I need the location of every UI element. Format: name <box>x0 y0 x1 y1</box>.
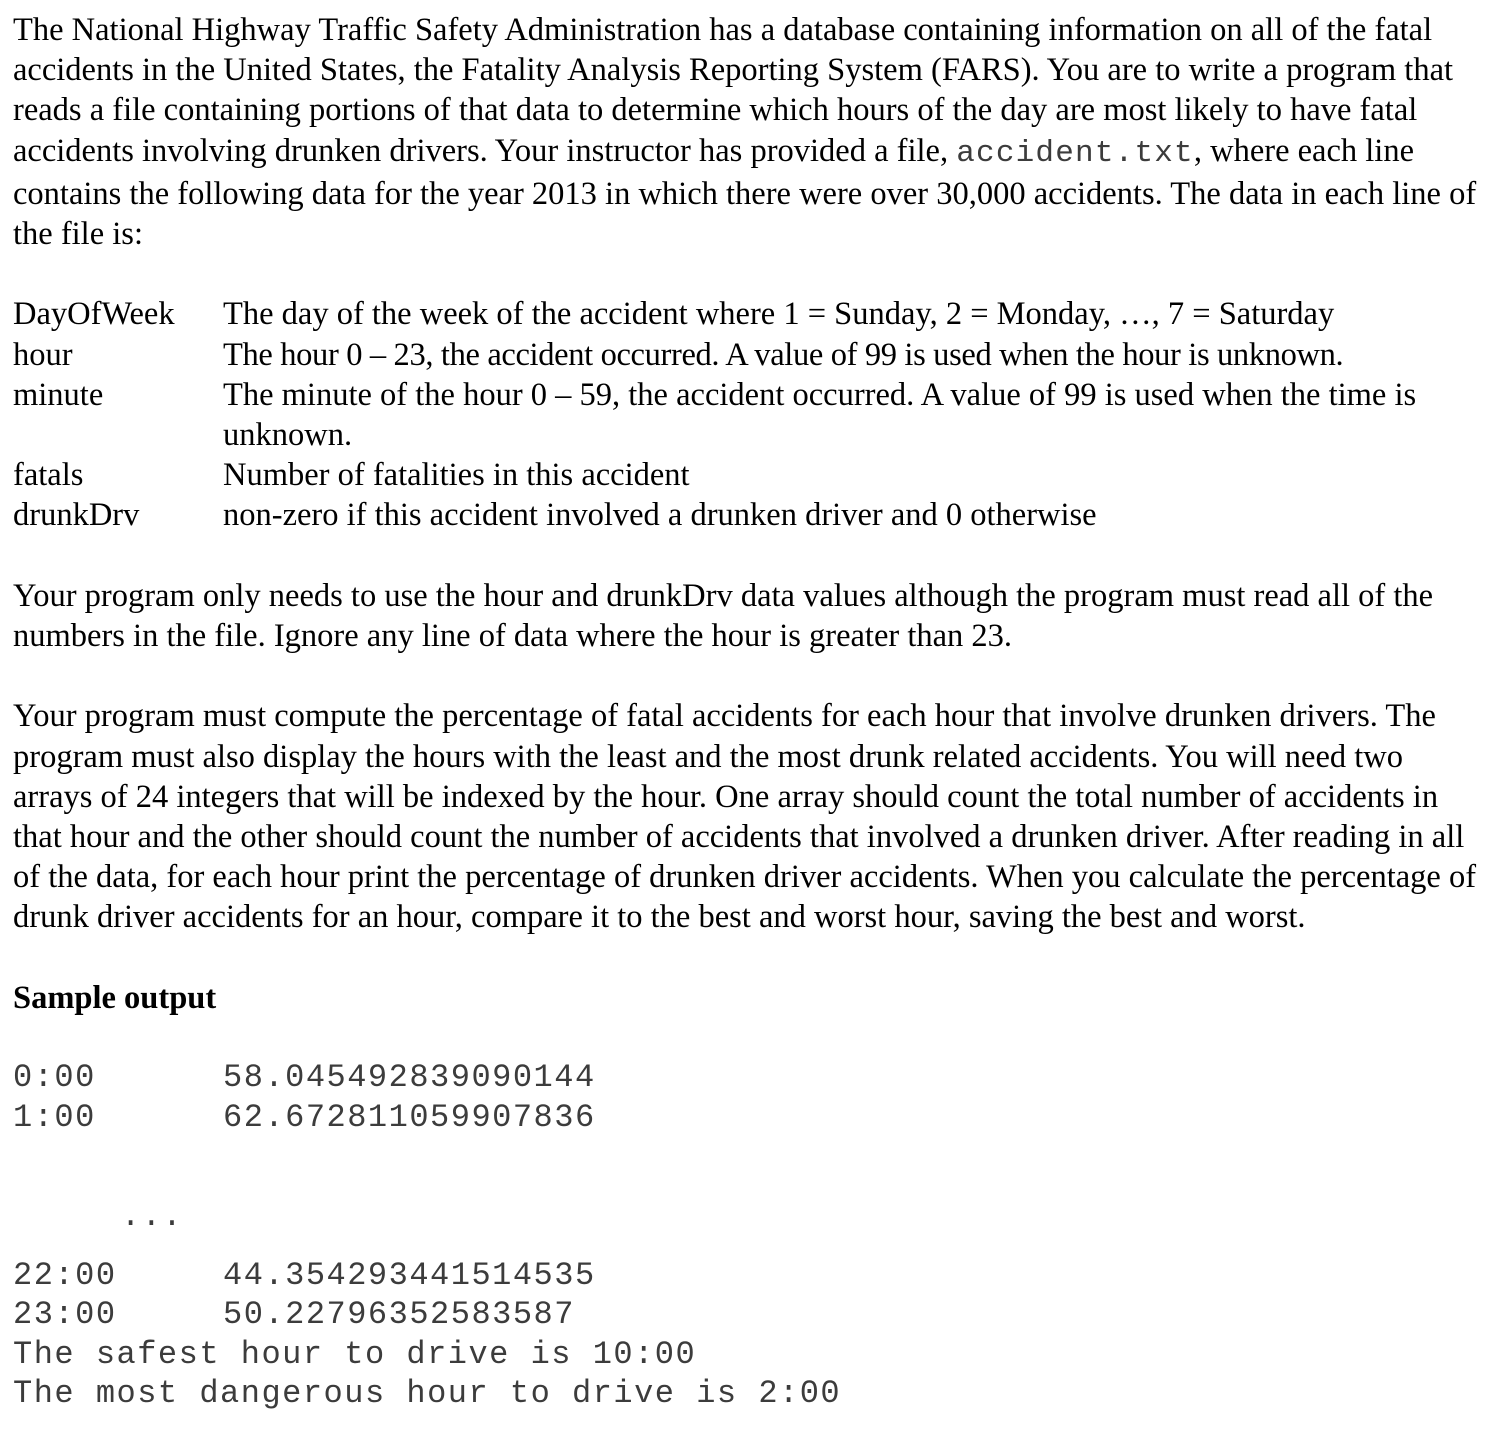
spacer <box>13 536 1479 576</box>
output-value: 50.22796352583587 <box>223 1296 575 1334</box>
output-hour: 1:00 <box>13 1098 96 1136</box>
filename-code: accident.txt <box>956 135 1194 171</box>
field-description: The minute of the hour 0 – 59, the accident occurred. A value of 99 is used when the time is unknown. <box>223 376 1417 454</box>
field-name: hour <box>13 336 73 373</box>
instructions-paragraph: Your program only needs to use the hour and drunkDrv data values although the program must read all of the numbers in the file. Ignore any line of data where the hour is greater than 23. <box>13 577 1434 655</box>
safest-hour-line: The safest hour to drive is 10:00 <box>13 1335 697 1373</box>
field-row <box>13 495 1479 535</box>
output-hour: 22:00 <box>13 1256 117 1294</box>
field-description: The day of the week of the accident where 1 = Sunday, 2 = Monday, …, 7 = Saturday <box>223 296 1335 333</box>
output-hour: 0:00 <box>13 1059 96 1097</box>
output-row <box>13 1058 1479 1098</box>
intro-paragraph <box>13 10 1479 254</box>
spacer <box>13 254 1479 294</box>
intro-text-part2: , where each line contains the following data for the year 2013 in which there were over 30,000 accidents. The data in each line of the file is: <box>13 132 1477 253</box>
dangerous-hour-line: The most dangerous hour to drive is 2:00 <box>13 1375 842 1413</box>
output-ellipsis: ... <box>121 1197 184 1235</box>
output-value: 62.672811059907836 <box>223 1098 596 1136</box>
field-description: Number of fatalities in this accident <box>223 457 690 494</box>
field-name: drunkDrv <box>13 497 140 534</box>
field-row <box>13 375 1479 455</box>
output-value: 58.045492839090144 <box>223 1059 596 1097</box>
output-row <box>13 1295 1479 1335</box>
output-value: 44.354293441514535 <box>223 1256 596 1294</box>
field-description: The hour 0 – 23, the accident occurred. A value of 99 is used when the hour is unknown. <box>223 336 1344 373</box>
requirements-paragraph: Your program must compute the percentage of fatal accidents for each hour that involve drunken drivers. The program must also display the hours with the least and the most drunk related accidents. You will need two arrays of 24 integers that will be indexed by the hour. One array should count the total number of accidents in that hour and the other should count the number of accidents that involved a drunken driver. After reading in all of the data, for each hour print the percentage of drunken driver accidents. When you calculate the percentage of drunk driver accidents for an hour, compare it to the best and worst hour, saving the best and worst. <box>13 698 1477 936</box>
field-name: minute <box>13 376 104 413</box>
output-row <box>13 1098 1479 1138</box>
field-name: DayOfWeek <box>13 296 175 333</box>
field-row <box>13 335 1479 375</box>
spacer <box>13 938 1479 978</box>
output-hour: 23:00 <box>13 1296 117 1334</box>
intro-text-part1: The National Highway Traffic Safety Administration has a database containing information on all of the fatal accidents in the United States, the Fatality Analysis Reporting System (FARS). You are to write a program that reads a file containing portions of that data to determine which hours of the day are most likely to have fatal accidents involving drunken drivers. Your instructor has provided a file, <box>13 12 1454 169</box>
spacer <box>13 656 1479 696</box>
sample-output-block <box>13 1058 1479 1414</box>
field-row <box>13 455 1479 495</box>
field-description: non-zero if this accident involved a drunken driver and 0 otherwise <box>223 497 1097 534</box>
document-page <box>13 10 1479 1414</box>
spacer <box>13 1018 1479 1058</box>
output-row <box>13 1256 1479 1296</box>
field-definitions <box>13 294 1479 535</box>
field-name: fatals <box>13 457 84 494</box>
field-row <box>13 294 1479 334</box>
sample-output-heading: Sample output <box>13 979 217 1016</box>
